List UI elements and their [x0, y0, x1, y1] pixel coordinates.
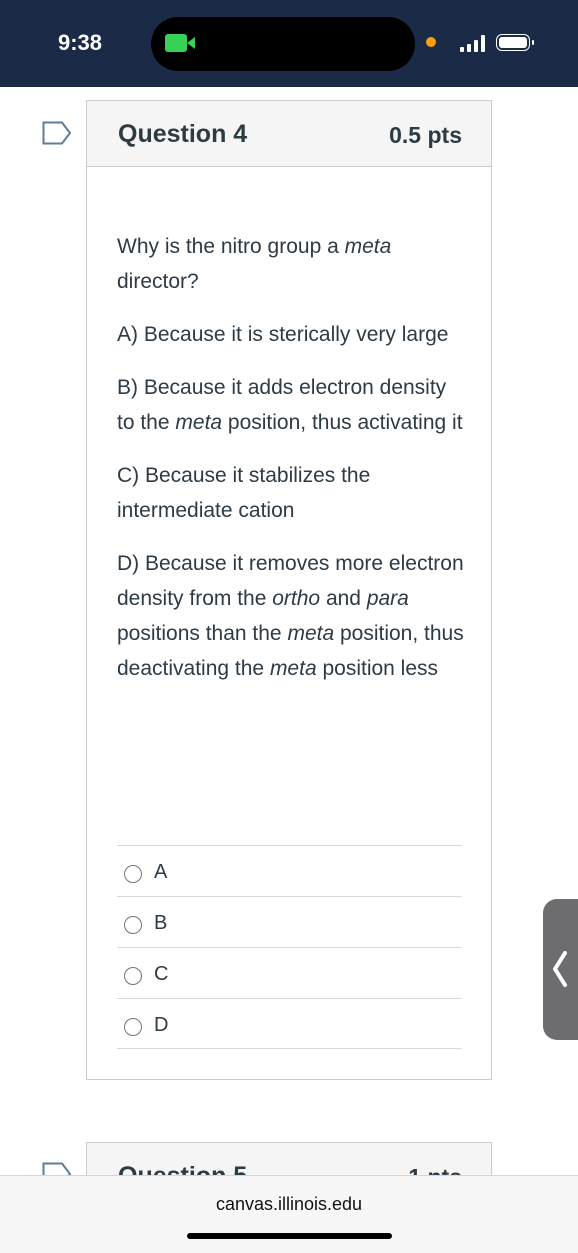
question-title: Question 4: [118, 120, 248, 148]
option-b-text: B) Because it adds electron density to the meta position, thus activating it: [117, 376, 463, 434]
radio-button[interactable]: [124, 967, 142, 985]
answer-option-d[interactable]: [117, 998, 462, 1049]
option-c-text: C) Because it stabilizes the intermediate cation: [117, 464, 371, 522]
answer-label: B: [154, 912, 168, 934]
radio-button[interactable]: [124, 1018, 142, 1036]
chevron-left-icon: [552, 951, 568, 987]
answer-list: [117, 845, 462, 1049]
mic-indicator-icon: [426, 37, 436, 47]
answer-label: A: [154, 861, 168, 883]
question-prompt: Why is the nitro group a meta director?: [117, 235, 392, 293]
url-label[interactable]: canvas.illinois.edu: [215, 1194, 363, 1214]
status-bar: [0, 0, 578, 87]
answer-label: D: [154, 1014, 169, 1036]
radio-button[interactable]: [124, 865, 142, 883]
side-drawer-tab[interactable]: [543, 899, 578, 1040]
signal-icon: [460, 34, 488, 52]
flag-icon[interactable]: [42, 121, 72, 145]
browser-bottom-bar: [0, 1175, 578, 1253]
facetime-camera-icon: [165, 34, 187, 52]
question-points: 0.5 pts: [389, 122, 462, 148]
radio-button[interactable]: [124, 916, 142, 934]
question-card: [86, 100, 492, 1080]
answer-option-b[interactable]: [117, 896, 462, 947]
answer-option-a[interactable]: [117, 845, 462, 896]
question-text: [117, 229, 467, 704]
battery-icon: [496, 34, 530, 51]
answer-label: C: [154, 963, 169, 985]
option-d-text: D) Because it removes more electron density from the ortho and para positions than the meta position, thus deactivating the meta position less: [117, 552, 464, 680]
option-a-text: A) Because it is sterically very large: [117, 323, 449, 346]
home-indicator[interactable]: [187, 1233, 392, 1239]
status-time: 9:38: [58, 30, 103, 55]
answer-option-c[interactable]: [117, 947, 462, 998]
question-header: [87, 101, 491, 167]
